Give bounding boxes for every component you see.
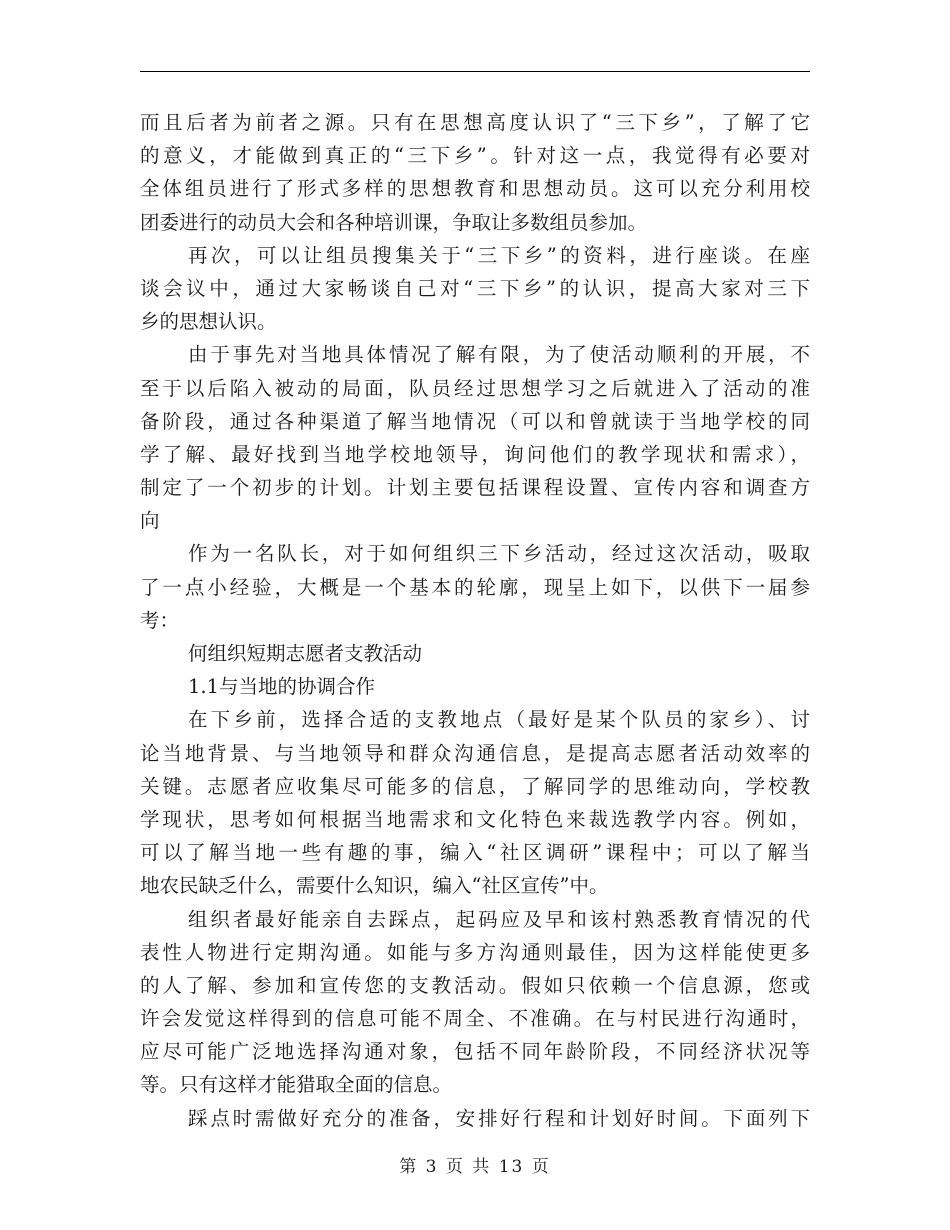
text-line: 表性人物进行定期沟通。如能与多方沟通则最佳，因为这样能使更多 (140, 940, 810, 964)
text-line: 考： (140, 608, 180, 632)
text-line: 学现状，思考如何根据当地需求和文化特色来裁选教学内容。例如， (140, 807, 810, 831)
text-line: 地农民缺乏什么，需要什么知识，编入“社区宣传”中。 (140, 874, 609, 898)
text-line: 至于以后陷入被动的局面，队员经过思想学习之后就进入了活动的准 (140, 376, 810, 400)
text-line: 由于事先对当地具体情况了解有限，为了使活动顺利的开展，不 (188, 343, 810, 367)
text-line: 再次，可以让组员搜集关于“三下乡”的资料，进行座谈。在座 (188, 243, 810, 267)
text-line: 备阶段，通过各种渠道了解当地情况（可以和曾就读于当地学校的同 (140, 409, 810, 433)
text-line: 向 (140, 509, 160, 533)
text-line: 踩点时需做好充分的准备，安排好行程和计划好时间。下面列下 (188, 1106, 810, 1130)
text-line: 关键。志愿者应收集尽可能多的信息，了解同学的思维动向，学校教 (140, 774, 810, 798)
text-line: 组织者最好能亲自去踩点，起码应及早和该村熟悉教育情况的代 (188, 907, 810, 931)
document-body (140, 106, 810, 1135)
text-line: 许会发觉这样得到的信息可能不周全、不准确。在与村民进行沟通时， (140, 1007, 810, 1031)
text-line: 而且后者为前者之源。只有在思想高度认识了“三下乡”，了解了它 (140, 111, 810, 134)
text-line: 学了解、最好找到当地学校地领导，询问他们的教学现状和需求）， (140, 442, 810, 466)
text-line: 1.1与当地的协调合作 (188, 675, 376, 699)
text-line: 乡的思想认识。 (140, 310, 277, 334)
text-line: 何组织短期志愿者支教活动 (188, 642, 423, 665)
text-line: 论当地背景、与当地领导和群众沟通信息，是提高志愿者活动效率的 (140, 741, 810, 765)
text-line: 制定了一个初步的计划。计划主要包括课程设置、宣传内容和调查方 (140, 476, 810, 500)
text-line: 等。只有这样才能猎取全面的信息。 (140, 1073, 453, 1097)
text-line: 的意义，才能做到真正的“三下乡”。针对这一点，我觉得有必要对 (140, 144, 810, 168)
text-line: 作为一名队长，对于如何组织三下乡活动，经过这次活动，吸取 (188, 542, 810, 566)
text-line: 应尽可能广泛地选择沟通对象，包括不同年龄阶段，不同经济状况等 (140, 1040, 810, 1064)
text-line: 全体组员进行了形式多样的思想教育和思想动员。这可以充分利用校 (140, 177, 810, 201)
header-rule (140, 71, 810, 72)
text-line: 了一点小经验，大概是一个基本的轮廓，现呈上如下，以供下一届参 (140, 575, 810, 599)
text-line: 在下乡前，选择合适的支教地点（最好是某个队员的家乡）、讨 (188, 708, 810, 732)
text-line: 团委进行的动员大会和各种培训课，争取让多数组员参加。 (140, 210, 648, 234)
text-line: 的人了解、参加和宣传您的支教活动。假如只依赖一个信息源，您或 (140, 973, 810, 997)
page-number-footer: 第 3 页 共 13 页 (399, 1157, 551, 1177)
text-line: 可以了解当地一些有趣的事，编入“社区调研”课程中；可以了解当 (140, 841, 810, 865)
text-line: 谈会议中，通过大家畅谈自己对“三下乡”的认识，提高大家对三下 (140, 276, 810, 300)
